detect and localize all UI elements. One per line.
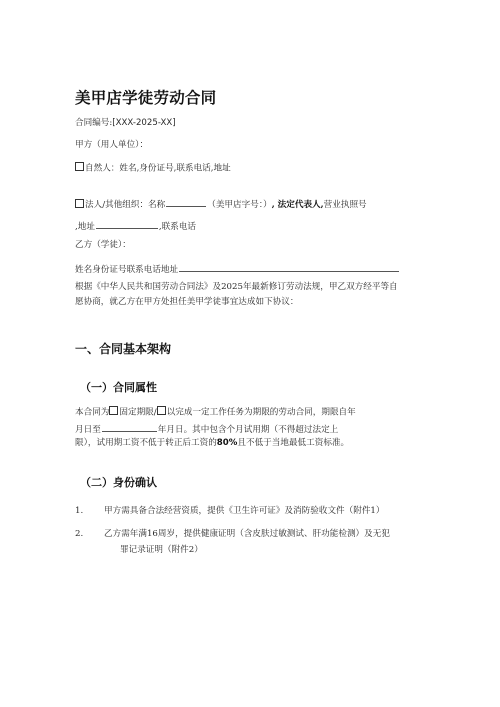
checkbox[interactable] bbox=[109, 406, 118, 415]
checkbox[interactable] bbox=[157, 406, 166, 415]
preamble-line-1: 根据《中华人民共和国劳动合同法》及2025年最新修订劳动法规，甲乙双方经平等自 bbox=[75, 282, 398, 292]
contract-term-line-1 bbox=[75, 406, 356, 419]
blank-field[interactable] bbox=[102, 422, 157, 432]
subsection-heading: （一）合同属性 bbox=[80, 381, 157, 394]
contract-term-line-3 bbox=[75, 438, 349, 449]
list-item: 甲方需具备合法经营资质，提供《卫生许可证》及消防验收文件（附件1） bbox=[104, 506, 385, 516]
subsection-heading: （二）身份确认 bbox=[80, 476, 157, 489]
term-text: 月日至 bbox=[75, 425, 101, 435]
blank-field[interactable] bbox=[166, 197, 206, 207]
party-b-fields-label: 姓名身份证号联系电话地址 bbox=[75, 265, 179, 275]
blank-field[interactable] bbox=[179, 262, 399, 272]
term-text: 年月日。其中包含个月试用期（不得超过法定上 bbox=[157, 425, 339, 435]
contract-term-line-2 bbox=[75, 422, 338, 436]
address-label: ,地址 bbox=[75, 222, 95, 232]
preamble-line-2: 愿协商，就乙方在甲方处担任美甲学徒事宜达成如下协议： bbox=[75, 297, 299, 307]
contract-number-value: [XXX-2025-XX] bbox=[112, 118, 176, 128]
legal-entity-line2 bbox=[75, 219, 196, 233]
contract-number bbox=[75, 118, 176, 129]
natural-person-option bbox=[75, 162, 231, 175]
legal-entity-label: 法人/其他组织：名称 bbox=[85, 200, 166, 210]
term-text: 限），试用期工资不低于转正后工资的 bbox=[75, 438, 217, 448]
list-item-number: 2. bbox=[75, 529, 84, 539]
legal-entity-option bbox=[75, 197, 367, 211]
term-text: 固定期限/ bbox=[119, 407, 157, 418]
document-title: 美甲店学徒劳动合同 bbox=[75, 89, 217, 107]
list-item: 乙方需年满16周岁，提供健康证明（含皮肤过敏测试、肝功能检测）及无犯 bbox=[104, 529, 390, 539]
checkbox[interactable] bbox=[75, 162, 84, 171]
party-b-heading: 乙方（学徒）： bbox=[75, 240, 131, 250]
probation-percent: 80% bbox=[216, 438, 238, 448]
natural-person-label: 自然人：姓名,身份证号,联系电话,地址 bbox=[85, 163, 231, 174]
license-label: 营业执照号 bbox=[323, 200, 367, 210]
term-text: 以完成一定工作任务为期限的劳动合同，期限自年 bbox=[166, 407, 356, 418]
legal-rep-label: , 法定代表人, bbox=[271, 200, 324, 210]
checkbox[interactable] bbox=[75, 199, 84, 208]
list-item-number: 1. bbox=[75, 506, 84, 516]
term-text: 且不低于当地最低工资标准。 bbox=[237, 438, 350, 448]
term-text: 本合同为 bbox=[75, 407, 110, 418]
party-b-fields bbox=[75, 262, 400, 276]
section-heading: 一、合同基本架构 bbox=[75, 342, 172, 356]
shop-name-label: （美甲店字号：） bbox=[207, 200, 272, 210]
blank-field[interactable] bbox=[96, 219, 158, 229]
phone-label: ,联系电话 bbox=[158, 222, 197, 232]
party-a-heading: 甲方（用人单位）： bbox=[75, 140, 149, 150]
list-item-continuation: 罪记录证明（附件2） bbox=[120, 545, 203, 555]
contract-number-label: 合同编号: bbox=[75, 118, 113, 128]
